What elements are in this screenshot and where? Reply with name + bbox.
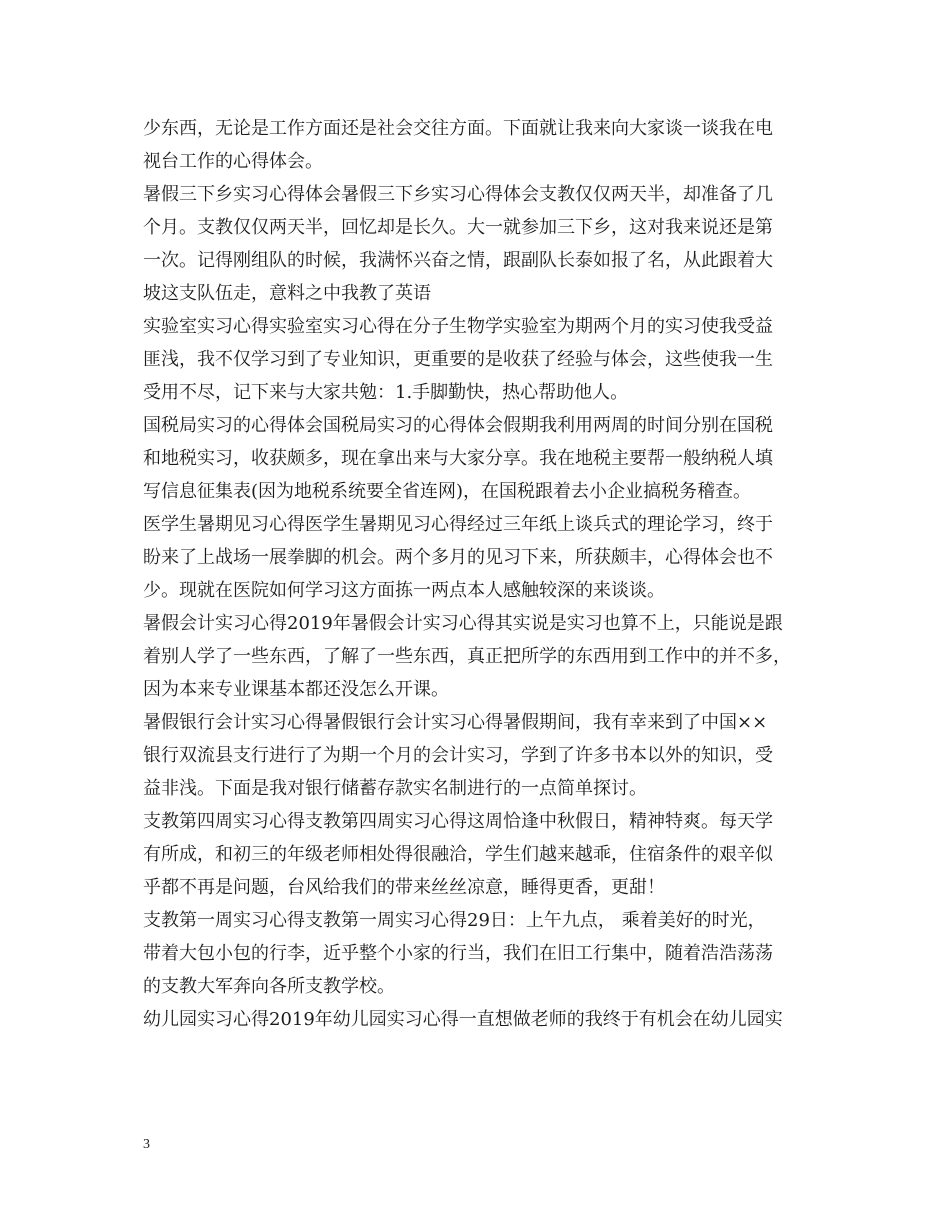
text-line: 坡这支队伍走，意料之中我教了英语 (143, 283, 431, 304)
text-line: 有所成，和初三的年级老师相处得很融洽，学生们越来越乖，住宿条件的艰辛似 (143, 844, 773, 865)
text-line: 写信息征集表(因为地税系统要全省连网)，在国税跟着去小企业搞税务稽查。 (143, 481, 752, 502)
text-line: 着别人学了一些东西，了解了一些东西，真正把所学的东西用到工作中的并不多， (143, 646, 791, 667)
text-line: 乎都不再是问题，台风给我们的带来丝丝凉意，睡得更香，更甜！ (143, 877, 665, 898)
text-line: 视台工作的心得体会。 (143, 151, 323, 172)
text-line: 支教第四周实习心得支教第四周实习心得这周恰逢中秋假日，精神特爽。每天学 (143, 811, 773, 832)
text-line: 的支教大军奔向各所支教学校。 (143, 976, 395, 997)
text-line: 匪浅，我不仅学习到了专业知识，更重要的是收获了经验与体会，这些使我一生 (143, 349, 773, 370)
text-line: 带着大包小包的行李，近乎整个小家的行当，我们在旧工行集中，随着浩浩荡荡 (143, 943, 773, 964)
text-line: 医学生暑期见习心得医学生暑期见习心得经过三年纸上谈兵式的理论学习，终于 (143, 514, 773, 535)
paragraph (143, 178, 833, 310)
paragraph (143, 508, 833, 607)
text-line: 少。现就在医院如何学习这方面拣一两点本人感触较深的来谈谈。 (143, 580, 665, 601)
paragraph (143, 805, 833, 904)
text-line: 暑假会计实习心得2019年暑假会计实习心得其实说是实习也算不上，只能说是跟 (143, 613, 783, 634)
text-line: 暑假银行会计实习心得暑假银行会计实习心得暑假期间，我有幸来到了中国×× (143, 712, 768, 733)
paragraph (143, 904, 833, 1003)
paragraph (143, 112, 833, 178)
paragraph (143, 607, 833, 706)
paragraph (143, 1003, 833, 1036)
text-line: 个月。支教仅仅两天半，回忆却是长久。大一就参加三下乡，这对我来说还是第 (143, 217, 773, 238)
text-line: 和地税实习，收获颇多，现在拿出来与大家分享。我在地税主要帮一般纳税人填 (143, 448, 773, 469)
text-line: 暑假三下乡实习心得体会暑假三下乡实习心得体会支教仅仅两天半，却准备了几 (143, 184, 773, 205)
paragraph (143, 706, 833, 805)
text-line: 受用不尽，记下来与大家共勉：1.手脚勤快，热心帮助他人。 (143, 382, 629, 403)
paragraph (143, 409, 833, 508)
text-line: 银行双流县支行进行了为期一个月的会计实习，学到了许多书本以外的知识，受 (143, 745, 773, 766)
text-line: 少东西，无论是工作方面还是社会交往方面。下面就让我来向大家谈一谈我在电 (143, 118, 773, 139)
text-line: 实验室实习心得实验室实习心得在分子生物学实验室为期两个月的实习使我受益 (143, 316, 773, 337)
document-body (143, 112, 833, 1036)
text-line: 因为本来专业课基本都还没怎么开课。 (143, 679, 449, 700)
text-line: 幼儿园实习心得2019年幼儿园实习心得一直想做老师的我终于有机会在幼儿园实 (143, 1009, 783, 1030)
text-line: 盼来了上战场一展拳脚的机会。两个多月的见习下来，所获颇丰，心得体会也不 (143, 547, 773, 568)
page-number: 3 (143, 1137, 150, 1152)
text-line: 一次。记得刚组队的时候，我满怀兴奋之情，跟副队长泰如报了名，从此跟着大 (143, 250, 773, 271)
text-line: 支教第一周实习心得支教第一周实习心得29日：上午九点， 乘着美好的时光， (143, 910, 766, 931)
text-line: 国税局实习的心得体会国税局实习的心得体会假期我利用两周的时间分别在国税 (143, 415, 773, 436)
paragraph (143, 310, 833, 409)
text-line: 益非浅。下面是我对银行储蓄存款实名制进行的一点简单探讨。 (143, 778, 647, 799)
